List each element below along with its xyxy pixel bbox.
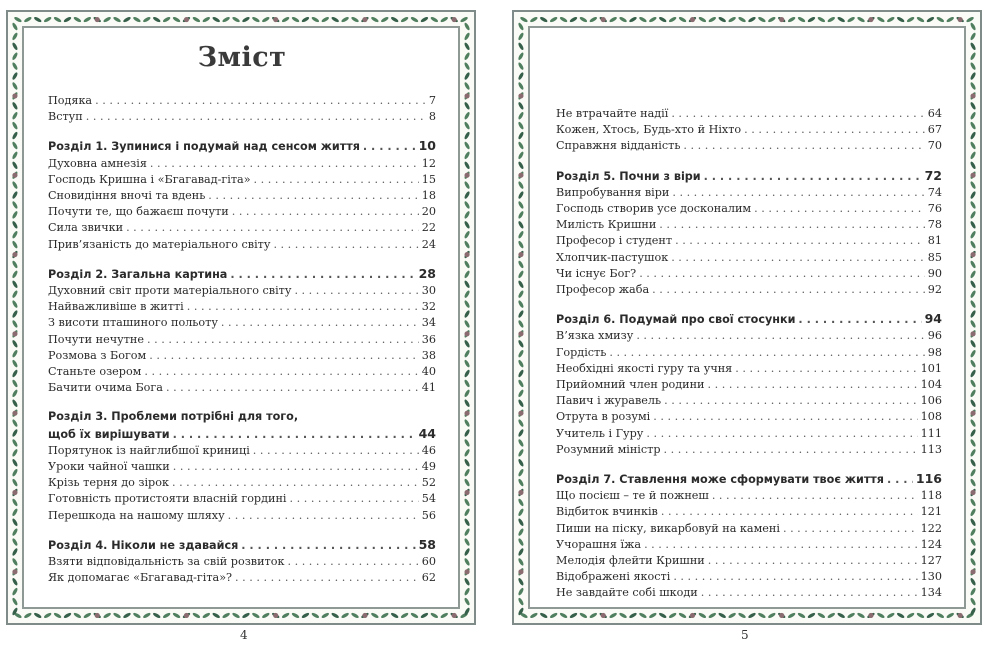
entry-title: Необхідні якості гуру та учня [556, 361, 733, 375]
toc-entry[interactable] [556, 377, 942, 393]
dot-leader [253, 443, 419, 459]
dot-leader [287, 554, 418, 570]
entry-title: Відбиток вчинків [556, 505, 658, 519]
entry-title: Прийомний член родини [556, 378, 705, 392]
entry-title: Розділ 2. Загальна картина [48, 267, 228, 281]
entry-title: Перешкода на нашому шляху [48, 508, 225, 522]
dot-leader [230, 267, 415, 283]
entry-page-number: 24 [421, 237, 436, 251]
entry-title: Павич і журавель [556, 394, 662, 408]
dot-leader [294, 283, 418, 299]
dot-leader [166, 380, 419, 396]
entry-title: Подяка [48, 94, 93, 107]
entry-title: Духовний світ проти матеріального світу [48, 284, 292, 298]
entry-page-number: 15 [421, 172, 436, 186]
entry-title: Справжня відданість [556, 139, 681, 153]
toc-entry[interactable] [556, 266, 942, 282]
dot-leader [644, 537, 918, 553]
dot-leader [273, 237, 418, 253]
dot-leader [208, 188, 418, 204]
entry-page-number: 127 [920, 554, 942, 568]
toc-entry[interactable] [48, 315, 436, 331]
entry-page-number: 85 [927, 250, 942, 264]
entry-title: Порятунок із найглибшої криниці [48, 443, 250, 457]
toc-entry[interactable] [48, 554, 436, 570]
entry-page-number: 81 [927, 234, 942, 248]
entry-title: Розмова з Богом [48, 348, 147, 362]
entry-page-number: 116 [915, 471, 942, 487]
toc-entry[interactable] [556, 409, 942, 425]
dot-leader [289, 491, 418, 507]
entry-title: Почути те, що бажаєш почути [48, 205, 229, 219]
entry-page-number: 7 [428, 94, 436, 107]
dot-leader [639, 266, 925, 282]
entry-title: Отрута в розумі [556, 410, 651, 424]
entry-title: Випробування віри [556, 185, 670, 199]
toc-entry[interactable] [556, 138, 942, 154]
toc-entry[interactable] [48, 283, 436, 299]
entry-page-number: 62 [421, 571, 436, 585]
entry-title: Професор і студент [556, 234, 673, 248]
dot-leader [126, 220, 419, 236]
toc-chapter[interactable] [48, 537, 436, 554]
entry-page-number: 74 [927, 185, 942, 199]
toc-entry[interactable] [556, 217, 942, 233]
entry-page-number: 36 [421, 332, 436, 346]
dot-leader [671, 250, 925, 266]
toc-list-right [556, 106, 942, 602]
entry-page-number: 98 [927, 345, 942, 359]
entry-title: Крізь терня до зірок [48, 476, 169, 490]
entry-title: Уроки чайної чашки [48, 460, 170, 474]
toc-entry[interactable] [556, 345, 942, 361]
entry-page-number: 18 [421, 189, 436, 203]
dot-leader [652, 282, 925, 298]
dot-leader [173, 427, 416, 443]
entry-page-number: 124 [920, 537, 942, 551]
dot-leader [173, 459, 419, 475]
entry-page-number: 108 [920, 410, 942, 424]
dot-leader [673, 569, 917, 585]
entry-page-number: 46 [421, 443, 436, 457]
dot-leader [646, 426, 917, 442]
dot-leader [661, 504, 918, 520]
entry-page-number: 106 [920, 394, 942, 408]
toc-chapter[interactable] [556, 471, 942, 488]
entry-page-number: 72 [924, 167, 942, 183]
entry-page-number: 20 [421, 205, 436, 219]
entry-page-number: 118 [920, 489, 942, 503]
entry-title: Розумний міністр [556, 442, 661, 456]
dot-leader [659, 217, 924, 233]
entry-page-number: 60 [421, 555, 436, 569]
entry-title: Взяти відповідальність за свій розвиток [48, 555, 285, 569]
entry-page-number: 94 [924, 311, 942, 327]
entry-title: Почути нечутне [48, 332, 144, 346]
entry-title: Учорашня їжа [556, 537, 642, 551]
entry-title: Розділ 6. Подумай про свої стосунки [556, 313, 796, 327]
entry-page-number: 49 [421, 460, 436, 474]
toc-entry[interactable] [556, 361, 942, 377]
entry-title: Не втрачайте надії [556, 107, 669, 120]
toc-entry[interactable] [48, 204, 436, 220]
toc-entry[interactable] [48, 491, 436, 507]
toc-right [556, 106, 942, 602]
entry-page-number: 32 [421, 300, 436, 314]
page-number-right: 5 [741, 628, 749, 642]
dot-leader [150, 156, 419, 172]
entry-title: З висоти пташиного польоту [48, 316, 218, 330]
toc-chapter[interactable] [48, 426, 436, 443]
entry-page-number: 12 [421, 156, 436, 170]
entry-page-number: 70 [927, 139, 942, 153]
entry-title: Розділ 4. Ніколи не здавайся [48, 538, 239, 552]
entry-title: Гордість [556, 345, 607, 359]
entry-page-number: 92 [927, 283, 942, 297]
dot-leader [254, 172, 419, 188]
entry-page-number: 130 [920, 570, 942, 584]
dot-leader [672, 185, 924, 201]
dot-leader [708, 377, 918, 393]
entry-page-number: 41 [421, 381, 436, 395]
entry-title: Кожен, Хтось, Будь-хто й Ніхто [556, 123, 742, 137]
toc-entry[interactable] [556, 328, 942, 344]
entry-title: Пиши на піску, викарбовуй на камені [556, 521, 780, 535]
toc-entry[interactable] [556, 282, 942, 298]
entry-page-number: 30 [421, 284, 436, 298]
dot-leader [609, 345, 924, 361]
entry-page-number: 52 [421, 476, 436, 490]
toc-entry[interactable] [48, 348, 436, 364]
entry-title: Що посієш – те й пожнеш [556, 489, 709, 503]
toc-chapter[interactable] [556, 168, 942, 185]
dot-leader [683, 138, 924, 154]
toc-entry[interactable] [556, 106, 942, 122]
entry-page-number: 22 [421, 221, 436, 235]
toc-entry[interactable] [48, 443, 436, 459]
dot-leader [664, 393, 918, 409]
dot-leader [187, 299, 419, 315]
entry-page-number: 54 [421, 492, 436, 506]
toc-entry[interactable] [556, 442, 942, 458]
dot-leader [221, 315, 419, 331]
entry-title: Господь створив усе досконалим [556, 202, 752, 216]
page-number-left: 4 [240, 628, 248, 642]
entry-page-number: 121 [920, 505, 942, 519]
dot-leader [664, 442, 918, 458]
entry-page-number: 90 [927, 266, 942, 280]
entry-title: Прив’язаність до матеріального світу [48, 237, 271, 251]
entry-title: Учитель і Гуру [556, 426, 644, 440]
entry-title: Відображені якості [556, 570, 671, 584]
chapter-heading-line: Розділ 3. Проблеми потрібні для того, [48, 410, 299, 424]
dot-leader [147, 332, 419, 348]
toc-entry[interactable] [556, 201, 942, 217]
dot-leader [887, 472, 913, 488]
entry-page-number: 67 [927, 123, 942, 137]
entry-page-number: 76 [927, 202, 942, 216]
entry-title: Сновидіння вночі та вдень [48, 189, 206, 203]
toc-entry[interactable] [48, 508, 436, 524]
toc-entry[interactable] [556, 504, 942, 520]
dot-leader [735, 361, 917, 377]
entry-page-number: 40 [421, 365, 436, 379]
entry-page-number: 64 [927, 107, 942, 120]
toc-entry[interactable] [48, 570, 436, 586]
entry-title: Бачити очима Бога [48, 381, 163, 395]
dot-leader [754, 201, 925, 217]
entry-page-number: 38 [421, 348, 436, 362]
dot-leader [744, 122, 925, 138]
toc-entry[interactable] [48, 364, 436, 380]
entry-page-number: 113 [920, 442, 942, 456]
entry-title: Розділ 7. Ставлення може сформувати твоє життя [556, 473, 884, 487]
dot-leader [95, 93, 426, 109]
entry-page-number: 44 [418, 425, 436, 441]
dot-leader [232, 204, 419, 220]
entry-page-number: 104 [920, 378, 942, 392]
toc-chapter[interactable] [48, 266, 436, 283]
toc-entry[interactable] [48, 332, 436, 348]
entry-page-number: 56 [421, 508, 436, 522]
dot-leader [228, 508, 419, 524]
dot-leader [241, 538, 415, 554]
toc-entry[interactable] [556, 185, 942, 201]
dot-leader [653, 409, 917, 425]
entry-title: Господь Кришна і «Бгагавад-гіта» [48, 172, 251, 186]
entry-page-number: 78 [927, 218, 942, 232]
toc-entry[interactable] [48, 109, 436, 125]
entry-title: Найважливіше в житті [48, 300, 184, 314]
entry-title: Розділ 1. Зупинися і подумай над сенсом життя [48, 140, 360, 154]
toc-chapter[interactable] [556, 311, 942, 328]
entry-title: Станьте озером [48, 365, 142, 379]
entry-page-number: 8 [428, 110, 436, 124]
dot-leader [712, 488, 918, 504]
entry-title: В’язка хмизу [556, 329, 634, 343]
toc-entry[interactable] [48, 237, 436, 253]
dot-leader [798, 312, 921, 328]
toc-entry[interactable] [556, 537, 942, 553]
toc-entry[interactable] [48, 188, 436, 204]
toc-entry[interactable] [556, 250, 942, 266]
toc-entry[interactable] [48, 299, 436, 315]
right-page [512, 10, 982, 625]
toc-entry[interactable] [48, 156, 436, 172]
entry-title: Готовність протистояти власній гордині [48, 492, 287, 506]
entry-title: Професор жаба [556, 283, 650, 297]
page-frame [22, 26, 460, 609]
dot-leader [783, 521, 918, 537]
dot-leader [708, 553, 918, 569]
toc-entry[interactable] [556, 233, 942, 249]
entry-page-number: 10 [418, 138, 436, 154]
entry-title: Сила звички [48, 221, 124, 235]
dot-leader [235, 570, 419, 586]
toc-left [48, 42, 436, 586]
toc-title: Зміст [197, 42, 287, 73]
dot-leader [671, 106, 924, 122]
dot-leader [704, 169, 922, 185]
toc-entry[interactable] [556, 122, 942, 138]
entry-title: щоб їх вирішувати [48, 427, 170, 441]
entry-title: Духовна амнезія [48, 156, 147, 170]
entry-page-number: 28 [418, 265, 436, 281]
entry-page-number: 111 [920, 426, 942, 440]
dot-leader [363, 139, 416, 155]
toc-chapter[interactable] [48, 138, 436, 155]
toc-entry[interactable] [556, 393, 942, 409]
dot-leader [144, 364, 418, 380]
toc-entry[interactable] [48, 380, 436, 396]
entry-page-number: 58 [418, 536, 436, 552]
entry-title: Хлопчик-пастушок [556, 250, 669, 264]
entry-title: Вступ [48, 110, 83, 124]
toc-entry[interactable] [556, 488, 942, 504]
entry-page-number: 101 [920, 361, 942, 375]
dot-leader [636, 328, 924, 344]
toc-entry[interactable] [48, 93, 436, 109]
toc-list-left [48, 93, 436, 586]
page-frame [528, 26, 966, 609]
toc-entry[interactable] [556, 553, 942, 569]
entry-page-number: 34 [421, 316, 436, 330]
entry-title: Чи існує Бог? [556, 266, 637, 280]
entry-page-number: 96 [927, 329, 942, 343]
toc-entry[interactable] [556, 426, 942, 442]
toc-entry[interactable] [556, 585, 942, 601]
toc-entry[interactable] [48, 475, 436, 491]
toc-entry[interactable] [48, 459, 436, 475]
entry-page-number: 122 [920, 521, 942, 535]
entry-title: Милість Кришни [556, 218, 657, 232]
dot-leader [701, 585, 918, 601]
entry-title: Розділ 5. Почни з віри [556, 169, 701, 183]
dot-leader [149, 348, 419, 364]
dot-leader [86, 109, 426, 125]
entry-title: Мелодія флейти Кришни [556, 554, 705, 568]
dot-leader [675, 233, 925, 249]
entry-title: Не завдайте собі шкоди [556, 586, 698, 600]
toc-entry[interactable] [48, 172, 436, 188]
toc-entry[interactable] [48, 220, 436, 236]
dot-leader [172, 475, 419, 491]
entry-page-number: 134 [920, 586, 942, 600]
left-page [6, 10, 476, 625]
toc-entry[interactable] [556, 521, 942, 537]
toc-entry[interactable] [556, 569, 942, 585]
entry-title: Як допомагає «Бгагавад-гіта»? [48, 571, 233, 585]
